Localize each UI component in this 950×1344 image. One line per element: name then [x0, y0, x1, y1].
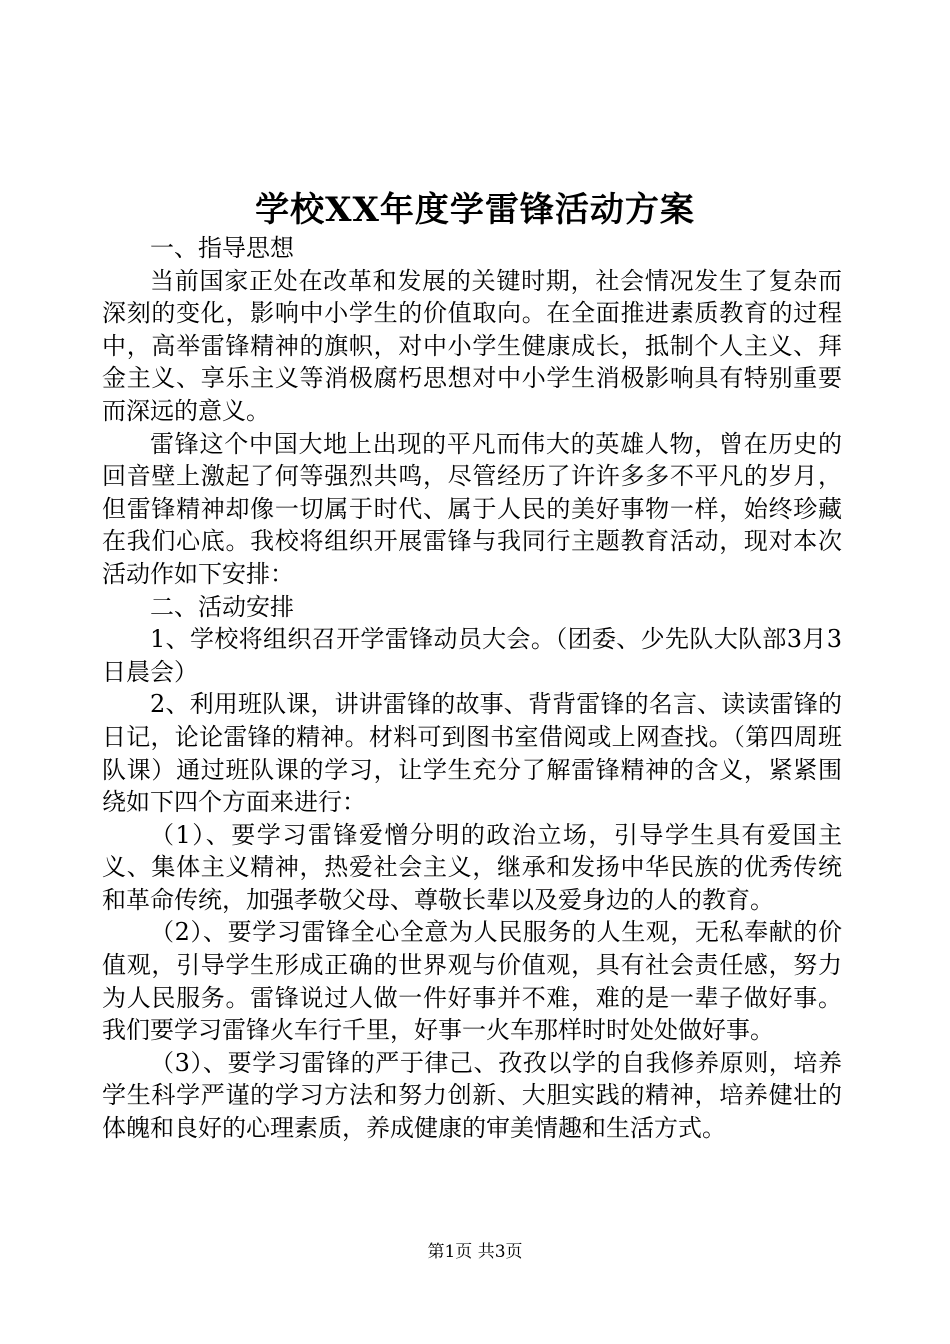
document-body [102, 232, 842, 1145]
list-item: 1、学校将组织召开学雷锋动员大会。（团委、少先队大队部3月3日晨会） [102, 625, 842, 686]
sub-list-item: （2）、要学习雷锋全心全意为人民服务的人生观，无私奉献的价值观，引导学生形成正确的世界观与价值观，具有社会责任感，努力为人民服务。雷锋说过人做一件好事并不难，难的是一辈子做好事。我们要学习雷锋火车行千里，好事一火车那样时时处处做好事。 [102, 918, 842, 1045]
document-title: 学校XX年度学雷锋活动方案 [255, 190, 695, 230]
section-heading-guiding-ideology: 一、指导思想 [150, 234, 294, 262]
sub-list-item: （1）、要学习雷锋爱憎分明的政治立场，引导学生具有爱国主义、集体主义精神，热爱社会主义，继承和发扬中华民族的优秀传统和革命传统，加强孝敬父母、尊敬长辈以及爱身边的人的教育。 [102, 820, 842, 914]
paragraph: 当前国家正处在改革和发展的关键时期，社会情况发生了复杂而深刻的变化，影响中小学生的价值取向。在全面推进素质教育的过程中，高举雷锋精神的旗帜，对中小学生健康成长，抵制个人主义、拜金主义、享乐主义等消极腐朽思想对中小学生消极影响具有特别重要而深远的意义。 [102, 266, 842, 425]
paragraph: 雷锋这个中国大地上出现的平凡而伟大的英雄人物，曾在历史的回音壁上激起了何等强烈共鸣，尽管经历了许许多多不平凡的岁月，但雷锋精神却像一切属于时代、属于人民的美好事物一样，始终珍藏在我们心底。我校将组织开展雷锋与我同行主题教育活动，现对本次活动作如下安排： [102, 429, 842, 588]
page-footer: 第1页 共3页 [427, 1242, 523, 1262]
list-item: 2、利用班队课，讲讲雷锋的故事、背背雷锋的名言、读读雷锋的日记，论论雷锋的精神。材料可到图书室借阅或上网查找。（第四周班队课）通过班队课的学习，让学生充分了解雷锋精神的含义，紧紧围绕如下四个方面来进行： [102, 690, 842, 817]
sub-list-item: （3）、要学习雷锋的严于律己、孜孜以学的自我修养原则，培养学生科学严谨的学习方法和努力创新、大胆实践的精神，培养健壮的体魄和良好的心理素质，养成健康的审美情趣和生活方式。 [102, 1048, 842, 1143]
section-heading-activity-arrangement: 二、活动安排 [150, 592, 294, 621]
